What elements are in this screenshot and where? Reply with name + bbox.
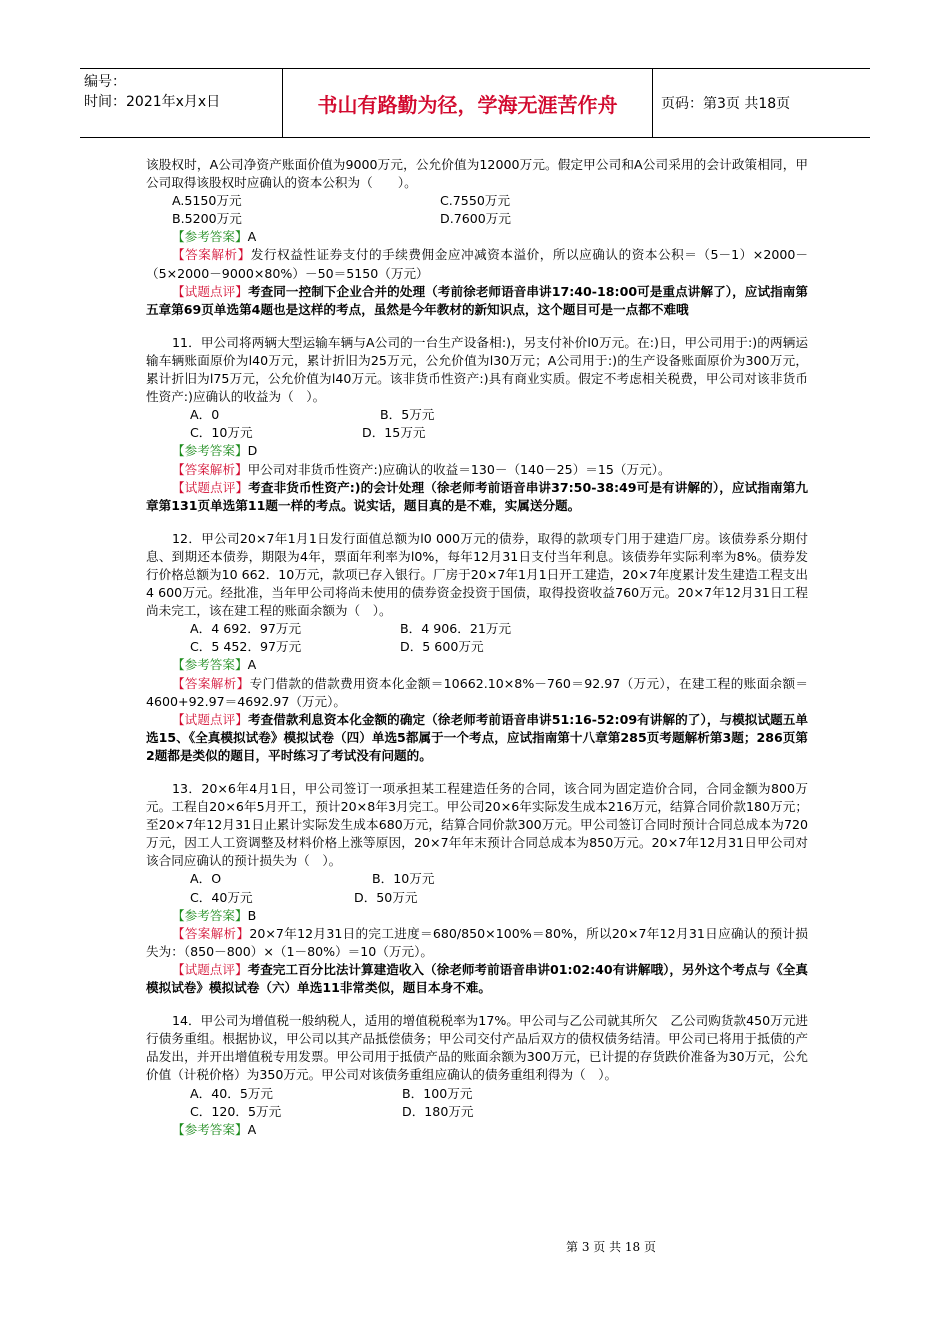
header-page-number: 页码：第3页 共18页 [661,96,791,112]
analysis-tag: 【答案解析】 [172,461,248,477]
q13-option-d: D．50万元 [354,889,418,905]
q14-option-a: A．40．5万元 [190,1085,274,1101]
q11-analysis-text: 甲公司对非货币性资产:)应确认的收益＝130－（140－25）＝15（万元）。 [247,461,671,477]
q12-analysis-text: 专门借款的借款费用资本化金额＝10662.10×8%－760＝92.97（万元），在建工程的账面余额＝4600+92.97＝4692.97（万元）。 [146,675,808,709]
q11-stem: 11．甲公司将两辆大型运输车辆与A公司的一台生产设备相:)，另支付补价l0万元。在:)日，甲公司用于:)的两辆运输车辆账面原价为l40万元，累计折旧为25万元，公允价值为l30万元；A公司用于:)的生产设备账面原价为300万元，累计折旧为l75万元，公允价值为l40万元。该非货币性资产:)具有商业实质。假定不考虑相关税费，甲公司对该非货币性资产:)应确认的收益为（ ）。 [146,334,808,405]
header-motto: 书山有路勤为径，学海无涯苦作舟 [283,69,653,137]
q13-answer [172,907,808,925]
doc-time-label: 时间：2021年x月x日 [84,94,221,110]
q13-answer-value: B [247,907,257,923]
q10-analysis [146,246,808,282]
header-meta [80,69,283,137]
answer-tag: 【参考答案】 [172,1121,248,1137]
q11-option-a: A．0 [190,407,220,423]
q14-options-row1 [146,1085,808,1103]
q10-answer [172,228,808,246]
q10-review [146,283,808,319]
q11-option-b: B．5万元 [380,407,435,423]
q11-answer-value: D [247,443,258,459]
q14-options-row2 [146,1103,808,1121]
q10-option-a: A.5150万元 [172,193,242,209]
q12-option-d: D．5 600万元 [400,639,484,655]
q10-options-row2 [146,210,808,228]
q10-stem: 该股权时，A公司净资产账面价值为9000万元，公允价值为12000万元。假定甲公司和A公司采用的会计政策相同，甲公司取得该股权时应确认的资本公积为（ ）。 [146,157,808,191]
document-body [146,156,808,1139]
q12-option-a: A．4 692．97万元 [190,621,302,637]
q12-option-c: C．5 452．97万元 [190,639,302,655]
analysis-tag: 【答案解析】 [172,675,250,691]
q11-review-text: 考查非货币性资产:)的会计处理（徐老师考前语音串讲37:50-38:49可是有讲解的），应试指南第九章第131页单选第11题一样的考点。说实话，题目真的是不难，实属送分题。 [146,479,808,513]
analysis-tag: 【答案解析】 [172,925,250,941]
q13-review [146,961,808,997]
q12-review-text: 考查借款利息资本化金额的确定（徐老师考前语音串讲51:16-52:09有讲解的了），与模拟试题五单选15、《全真模拟试卷》模拟试卷（四）单选5都属于一个考点，应试指南第十八章第285页考题解析第3题；286页第2题都是类似的题目，平时练习了考试没有问题的。 [146,711,809,763]
q12-stem: 12．甲公司20×7年1月1日发行面值总额为l0 000万元的债券，取得的款项专门用于建造厂房。该债券系分期付息、到期还本债券，期限为4年，票面年利率为l0%，每年12月31日支付当年利息。该债券年实际利率为8%。债券发行价格总额为10 662．10万元，款项已存入银行。厂房于20×7年1月1日开工建造，20×7年度累计发生建造工程支出4 600万元。经批准，当年甲公司将尚未使用的债券资金投资于国债，取得投资收益760万元。20×7年12月31日工程尚未完工，该在建工程的账面余额为（ ）。 [146,530,808,619]
q13-analysis [146,925,808,961]
page-footer: 第 3 页 共 18 页 [566,1240,656,1254]
q11-options-row1 [146,406,808,424]
q14-answer-value: A [247,1121,257,1137]
q11-option-c: C．10万元 [190,425,253,441]
q13-stem: 13．20×6年4月1日，甲公司签订一项承担某工程建造任务的合同，该合同为固定造价合同，合同金额为800万元。工程自20×6年5月开工，预计20×8年3月完工。甲公司20×6年实际发生成本216万元，结算合同价款180万元；至20×7年12月31日止累计实际发生成本680万元，结算合同价款300万元。甲公司签订合同时预计合同总成本为720万元，因工人工资调整及材料价格上涨等原因，20×7年年末预计合同总成本为850万元。20×7年12月31日甲公司对该合同应确认的预计损失为（ ）。 [146,781,808,869]
doc-number-label: 编号： [84,74,126,90]
q13-analysis-text: 20×7年12月31日的完工进度＝680/850×100%＝80%，所以20×7年12月31日应确认的预计损失为：（850－800）×（1－80%）＝10（万元）。 [146,925,808,959]
q11-analysis [146,461,808,479]
q10-option-d: D.7600万元 [440,211,511,227]
q14-option-b: B．100万元 [402,1085,473,1101]
q13-option-c: C．40万元 [190,889,253,905]
page-header [80,68,870,138]
q12-options-row2 [146,638,808,656]
q12-option-b: B．4 906．21万元 [400,621,512,637]
q13-options-row1 [146,870,808,888]
q12-review [146,711,808,765]
review-tag: 【试题点评】 [172,711,248,727]
q10-review-text: 考查同一控制下企业合并的处理（考前徐老师语音串讲17:40-18:00可是重点讲解了），应试指南第五章第69页单选第4题也是这样的考点，虽然是今年教材的新知识点，这个题目可是一点都不难哦 [146,283,809,317]
q12-analysis [146,675,808,711]
q14-option-c: C．120．5万元 [190,1103,282,1119]
answer-tag: 【参考答案】 [172,229,248,245]
analysis-tag: 【答案解析】 [172,247,251,263]
q10-option-c: C.7550万元 [440,193,511,209]
answer-tag: 【参考答案】 [172,443,248,459]
q12-answer-value: A [247,657,257,673]
q12-options-row1 [146,620,808,638]
q13-options-row2 [146,889,808,907]
q10-answer-value: A [247,229,257,245]
review-tag: 【试题点评】 [172,479,249,495]
q14-stem: 14．甲公司为增值税一般纳税人，适用的增值税税率为17%。甲公司与乙公司就其所欠 乙公司购货款450万元进行债务重组。根据协议，甲公司以其产品抵偿债务；甲公司交付产品后双方的债权债务结清。甲公司已将用于抵债的产品发出，并开出增值税专用发票。甲公司用于抵债产品的账面余额为300万元，已计提的存货跌价准备为30万元，公允价值（计税价格）为350万元。甲公司对该债务重组应确认的债务重组利得为（ ）。 [146,1013,808,1083]
q11-options-row2 [146,424,808,442]
q10-analysis-text: 发行权益性证券支付的手续费佣金应冲减资本溢价，所以应确认的资本公积＝（5－1）×2000－（5×2000－9000×80%）－50＝5150（万元） [146,247,808,281]
q10-option-b: B.5200万元 [172,211,242,227]
q11-review [146,479,808,515]
q11-answer [172,442,808,460]
q13-review-text: 考查完工百分比法计算建造收入（徐老师考前语音串讲01:02:40有讲解哦），另外这个考点与《全真模拟试卷》模拟试卷（六）单选11非常类似，题目本身不难。 [146,961,808,996]
q13-option-a: A．O [190,871,222,887]
q13-option-b: B．10万元 [372,871,435,887]
q11-option-d: D．15万元 [362,425,426,441]
q14-answer [172,1121,808,1139]
q14-option-d: D．180万元 [402,1103,474,1119]
answer-tag: 【参考答案】 [172,907,248,923]
q12-answer [172,656,808,674]
review-tag: 【试题点评】 [172,283,248,299]
answer-tag: 【参考答案】 [172,657,248,673]
review-tag: 【试题点评】 [172,961,248,977]
q10-options-row1 [146,192,808,210]
